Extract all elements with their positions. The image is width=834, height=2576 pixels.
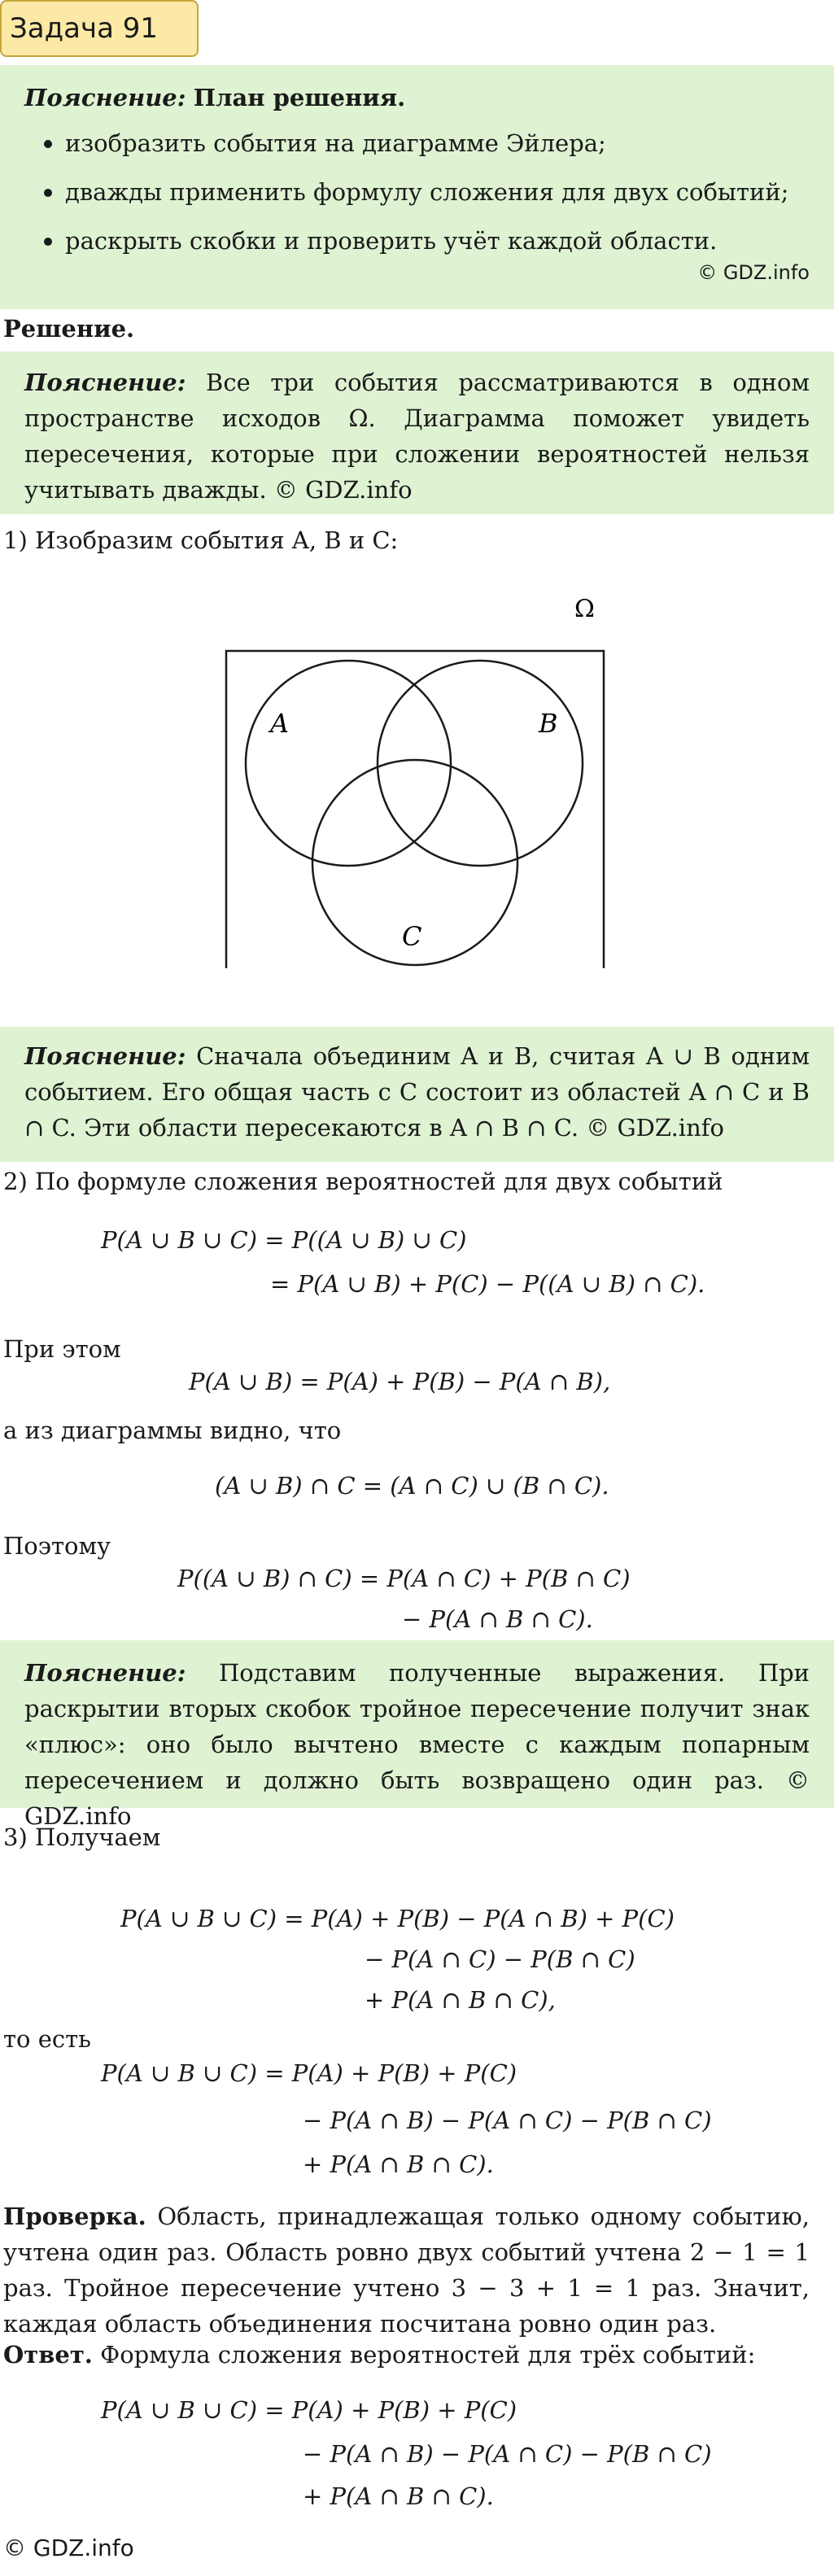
formula-line: − P(A ∩ B ∩ C). <box>402 1605 593 1633</box>
solution-heading: Решение. <box>3 315 135 343</box>
formula-line: P((A ∪ B) ∩ C) = P(A ∩ C) + P(B ∩ C) <box>177 1565 631 1592</box>
footer-watermark: © GDZ.info <box>3 2535 134 2561</box>
formula-line: P(A ∪ B ∪ C) = P(A) + P(B) − P(A ∩ B) + P(C) <box>120 1905 675 1932</box>
note-watermark: © GDZ.info <box>586 1114 724 1142</box>
circle-b <box>378 661 583 866</box>
plan-watermark: © GDZ.info <box>697 261 810 284</box>
formula-line: = P(A ∪ B) + P(C) − P((A ∪ B) ∩ C). <box>270 1270 705 1298</box>
plan-item: изобразить события на диаграмме Эйлера; <box>24 125 810 161</box>
formula-line: (A ∪ B) ∩ C = (A ∩ C) ∪ (B ∩ C). <box>215 1472 609 1500</box>
that-is-text: то есть <box>3 2025 91 2053</box>
task-number-badge: Задача 91 <box>0 0 199 57</box>
check-text: Область, принадлежащая только одному событию, учтена один раз. Область ровно двух событий учтена 2 − 1 = 1 раз. Тройное пересечение учтено 3 − 3 + 1 = 1 раз. Значит, каждая область объединения посчитана ровно один раз. <box>3 2203 810 2338</box>
note-label: Пояснение: <box>24 369 186 396</box>
step2-text: 2) По формуле сложения вероятностей для двух событий <box>3 1168 723 1195</box>
euler-diagram <box>0 586 834 968</box>
label-b: B <box>539 708 558 739</box>
plan-note-label: Пояснение: <box>24 84 186 111</box>
formula-line: P(A ∪ B) = P(A) + P(B) − P(A ∩ B), <box>189 1368 611 1395</box>
note-text: Подставим полученные выражения. При раскрытии вторых скобок тройное пересечение получит знак «плюс»: оно было вычтено вместе с каждым попарным пересечением и должно быть возвращено один раз. <box>24 1659 810 1794</box>
check-paragraph <box>0 2198 834 2342</box>
note-label: Пояснение: <box>24 1042 186 1070</box>
note-omega <box>0 351 834 514</box>
plan-note-title: План решения. <box>193 84 406 111</box>
note-label: Пояснение: <box>24 1659 186 1687</box>
formula-line: P(A ∪ B ∪ C) = P(A) + P(B) + P(C) <box>101 2396 517 2424</box>
formula-line: P(A ∪ B ∪ C) = P(A) + P(B) + P(C) <box>101 2059 517 2087</box>
note-text: Сначала объединим A и B, считая A ∪ B одним событием. Его общая часть с C состоит из областей A ∩ C и B ∩ C. Эти области пересекаются в A ∩ B ∩ C. <box>24 1042 810 1142</box>
plan-title <box>24 80 810 116</box>
step3-text: 3) Получаем <box>3 1823 161 1851</box>
answer-text: Формула сложения вероятностей для трёх событий: <box>100 2341 756 2369</box>
plan-item: дважды применить формулу сложения для двух событий; <box>24 174 810 210</box>
plan-list <box>24 125 810 259</box>
note-union <box>0 1027 834 1162</box>
formula-line: + P(A ∩ B ∩ C). <box>303 2482 494 2510</box>
formula-line: − P(A ∩ B) − P(A ∩ C) − P(B ∩ C) <box>303 2440 712 2468</box>
plan-item: раскрыть скобки и проверить учёт каждой области. <box>24 223 810 259</box>
plan-note <box>0 65 834 309</box>
therefore-text: Поэтому <box>3 1532 111 1560</box>
answer-paragraph <box>0 2337 834 2373</box>
circle-a <box>246 661 451 866</box>
formula-line: + P(A ∩ B ∩ C), <box>365 1986 556 2014</box>
at-this-text: При этом <box>3 1335 121 1363</box>
omega-label: Ω <box>574 595 595 623</box>
note-substitute <box>0 1640 834 1830</box>
formula-line: P(A ∪ B ∪ C) = P((A ∪ B) ∪ C) <box>101 1226 467 1254</box>
formula-line: − P(A ∩ C) − P(B ∩ C) <box>365 1945 635 1973</box>
note-watermark: © GDZ.info <box>273 476 413 504</box>
formula-line: + P(A ∩ B ∩ C). <box>303 2150 494 2178</box>
from-diagram-text: а из диаграммы видно, что <box>3 1417 342 1444</box>
check-label: Проверка. <box>3 2203 146 2230</box>
label-c: C <box>402 921 422 952</box>
answer-label: Ответ. <box>3 2341 93 2369</box>
formula-line: − P(A ∩ B) − P(A ∩ C) − P(B ∩ C) <box>303 2107 712 2134</box>
step1-text: 1) Изобразим события A, B и C: <box>3 526 399 554</box>
label-a: A <box>270 708 290 739</box>
note-watermark: © GDZ.info <box>24 1766 810 1830</box>
note-text: Все три события рассматриваются в одном пространстве исходов Ω. Диаграмма поможет увидеть пересечения, которые при сложении вероятностей нельзя учитывать дважды. <box>24 369 810 504</box>
